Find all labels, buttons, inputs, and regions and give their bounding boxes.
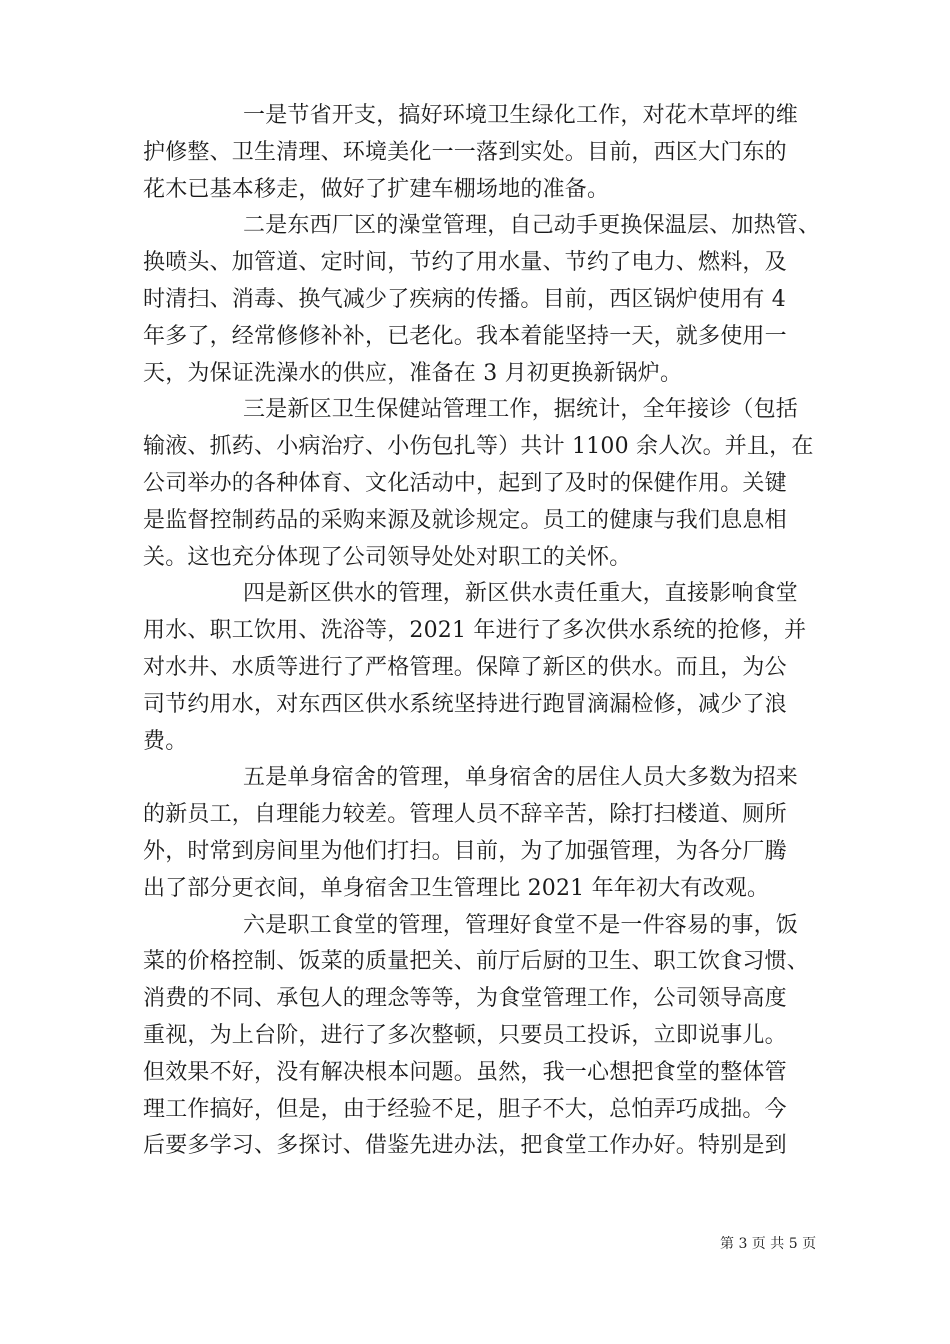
text-line: 二是东西厂区的澡堂管理，自己动手更换保温层、加热管、 bbox=[243, 213, 821, 239]
text-line: 理工作搞好，但是，由于经验不足，胆子不大，总怕弄巧成拙。今 bbox=[143, 1096, 787, 1122]
text-line: 关。这也充分体现了公司领导处处对职工的关怀。 bbox=[143, 544, 632, 570]
text-line: 外，时常到房间里为他们打扫。目前，为了加强管理，为各分厂腾 bbox=[143, 838, 787, 864]
page-number-footer: 第 3 页 共 5 页 bbox=[720, 1236, 817, 1252]
text-line: 对水井、水质等进行了严格管理。保障了新区的供水。而且，为公 bbox=[143, 654, 787, 680]
text-line: 后要多学习、多探讨、借鉴先进办法，把食堂工作办好。特别是到 bbox=[143, 1133, 787, 1159]
text-line: 六是职工食堂的管理，管理好食堂不是一件容易的事，饭 bbox=[243, 912, 799, 938]
text-line: 的新员工，自理能力较差。管理人员不辞辛苦，除打扫楼道、厕所 bbox=[143, 802, 787, 828]
text-line: 司节约用水，对东西区供水系统坚持进行跑冒滴漏检修，减少了浪 bbox=[143, 691, 787, 717]
text-line: 出了部分更衣间，单身宿舍卫生管理比 2021 年年初大有改观。 bbox=[143, 875, 770, 901]
text-line: 年多了，经常修修补补，已老化。我本着能坚持一天，就多使用一 bbox=[143, 323, 787, 349]
text-line: 天，为保证洗澡水的供应，准备在 3 月初更换新锅炉。 bbox=[143, 360, 683, 386]
text-line: 用水、职工饮用、洗浴等，2021 年进行了多次供水系统的抢修，并 bbox=[143, 618, 807, 644]
body-text bbox=[143, 98, 821, 1165]
text-line: 费。 bbox=[143, 728, 188, 754]
text-line: 一是节省开支，搞好环境卫生绿化工作，对花木草坪的维 bbox=[243, 103, 799, 128]
text-line: 但效果不好，没有解决根本问题。虽然，我一心想把食堂的整体管 bbox=[143, 1059, 787, 1085]
text-line: 输液、抓药、小病治疗、小伤包扎等）共计 1100 余人次。并且，在 bbox=[143, 434, 814, 460]
text-line: 消费的不同、承包人的理念等等，为食堂管理工作，公司领导高度 bbox=[143, 986, 787, 1012]
text-line: 时清扫、消毒、换气减少了疾病的传播。目前，西区锅炉使用有 4 bbox=[143, 286, 786, 312]
text-line: 三是新区卫生保健站管理工作，据统计，全年接诊（包括 bbox=[243, 397, 799, 423]
text-line: 是监督控制药品的采购来源及就诊规定。员工的健康与我们息息相 bbox=[143, 507, 787, 533]
text-line: 花木已基本移走，做好了扩建车棚场地的准备。 bbox=[143, 176, 610, 202]
text-line: 公司举办的各种体育、文化活动中，起到了及时的保健作用。关键 bbox=[143, 470, 787, 496]
text-line: 换喷头、加管道、定时间，节约了用水量、节约了电力、燃料，及 bbox=[143, 250, 787, 276]
text-line: 菜的价格控制、饭菜的质量把关、前厅后厨的卫生、职工饮食习惯、 bbox=[143, 949, 810, 975]
text-line: 四是新区供水的管理，新区供水责任重大，直接影响食堂 bbox=[243, 581, 799, 607]
text-line: 重视，为上台阶，进行了多次整顿，只要员工投诉，立即说事儿。 bbox=[143, 1022, 787, 1048]
text-line: 护修整、卫生清理、环境美化一一落到实处。目前，西区大门东的 bbox=[143, 139, 787, 165]
text-line: 五是单身宿舍的管理，单身宿舍的居住人员大多数为招来 bbox=[243, 765, 799, 791]
